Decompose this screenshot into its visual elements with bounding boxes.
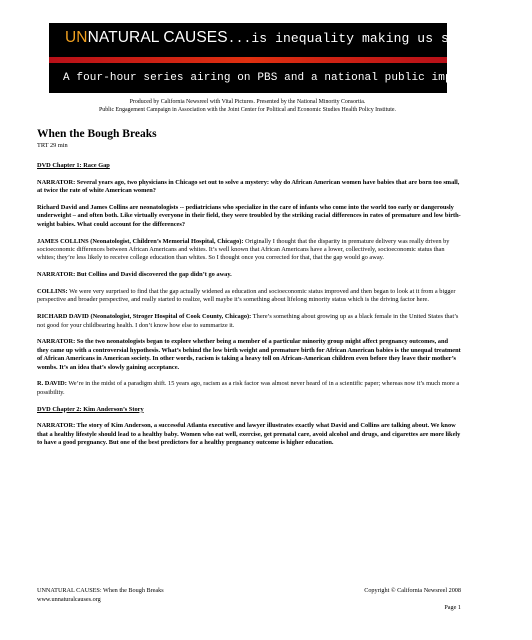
footer-website: www.unnaturalcauses.org: [37, 596, 101, 603]
chapter-1-paragraph-7: NARRATOR: So the two neonatologists began to explore whether being a member of a particular minority group might affect pregnancy outcomes, and they came up with a controversial hypothesis. What’s behind the low birth weight and premature birth for African American babies is the unequal treatment of African Americans in American society. In other words, racism is taking a heavy toll on African-American children even before they leave their mother’s wombs. It’s an idea that’s slowly gaining acceptance.: [37, 338, 461, 371]
page-number: Page 1: [444, 604, 461, 611]
speaker-label: RICHARD DAVID (Neonatologist, Stroger Hospital of Cook County, Chicago):: [37, 313, 252, 321]
chapter-1-heading: DVD Chapter 1: Race Gap: [37, 162, 110, 169]
footer-series-title: UNNATURAL CAUSES: When the Bough Breaks: [37, 587, 164, 594]
speaker-text: We were very surprised to find that the gap actually widened as education and socioeconomic status improved and then began to look at it from a bigger perspective and broader perspective, and really started to realize, well maybe it’s something about lifelong minority status which is the driving factor here.: [37, 288, 456, 304]
runtime: TRT 29 min: [37, 142, 68, 149]
chapter-1-paragraph-6: [37, 313, 461, 330]
transcript-body: [37, 162, 461, 456]
banner-title: [65, 29, 481, 47]
document-title: When the Bough Breaks: [37, 128, 157, 140]
chapter-1-paragraph-5: [37, 288, 461, 305]
header-banner: [49, 23, 532, 93]
produced-by-line-1: Produced by California Newsreel with Vital Pictures. Presented by the National Minority Consortia.: [129, 99, 366, 105]
speaker-text: There’s something about growing up as a black female in the United States that’s not good for your childbearing health. I don’t know how else to summarize it.: [37, 313, 459, 329]
chapter-1-paragraph-3: [37, 238, 461, 263]
chapter-1-paragraph-4: NARRATOR: But Collins and David discovered the gap didn’t go away.: [37, 271, 232, 279]
chapter-1-paragraph-8: [37, 380, 461, 397]
chapter-2-paragraph-1: NARRATOR: The story of Kim Anderson, a successful Atlanta executive and lawyer illustrates exactly what David and Collins are talking about. We know that a healthy lifestyle should lead to a healthy baby. Women who eat well, exercise, get prenatal care, avoid alcohol and drugs, and cigarettes are more likely to have a good pregnancy. But one of the best predictors for a healthy pregnancy outcome is higher education.: [37, 422, 461, 447]
footer-left: [37, 586, 164, 604]
chapter-1-paragraph-2: Richard David and James Collins are neonatologists -- pediatricians who specialize in the care of infants who come into the world too early or dangerously underweight – and often both. Like virtually everyone in their field, they were troubled by the striking racial differences in rates of premature and low birth-weight babies. What could account for the differences?: [37, 204, 461, 228]
chapter-1-paragraph-1: NARRATOR: Several years ago, two physicians in Chicago set out to solve a mystery: why do African American women have babies that are born too small, at twice the rate of white American women?: [37, 178, 460, 195]
speaker-label: COLLINS:: [37, 288, 68, 296]
speaker-text: Originally I thought that the disparity in premature delivery was really driven by socioeconomic differences between African Americans and whites. It’s well known that African Americans have a lower, collectively, socioeconomic status than whites; they’re less likely to receive college education than whites. So I thought once you corrected for that, that the gap would go away.: [37, 237, 450, 262]
banner-subtitle: A four-hour series airing on PBS and a national public impact campaign: [63, 72, 532, 84]
produced-by-line-2: Public Engagement Campaign in Association with the Joint Center for Political and Economic Studies Health Policy Institute.: [99, 107, 396, 113]
footer-copyright: Copyright © California Newsreel 2008: [364, 587, 461, 594]
banner-stripe: [49, 57, 447, 63]
speaker-label: R. DAVID:: [37, 380, 67, 388]
speaker-text: We’re in the midst of a paradigm shift. 15 years ago, racism as a risk factor was almost never heard of in a scientific paper; whereas now it’s much more a possibility.: [37, 380, 460, 396]
banner-title-rest: NATURAL CAUSES: [87, 29, 228, 46]
speaker-label: JAMES COLLINS (Neonatologist, Children’s Memorial Hospital, Chicago):: [37, 237, 244, 245]
banner-title-un: UN: [65, 29, 88, 46]
chapter-2-heading: DVD Chapter 2: Kim Anderson’s Story: [37, 405, 144, 413]
banner-tagline: ...is inequality making us sick?: [227, 31, 481, 46]
